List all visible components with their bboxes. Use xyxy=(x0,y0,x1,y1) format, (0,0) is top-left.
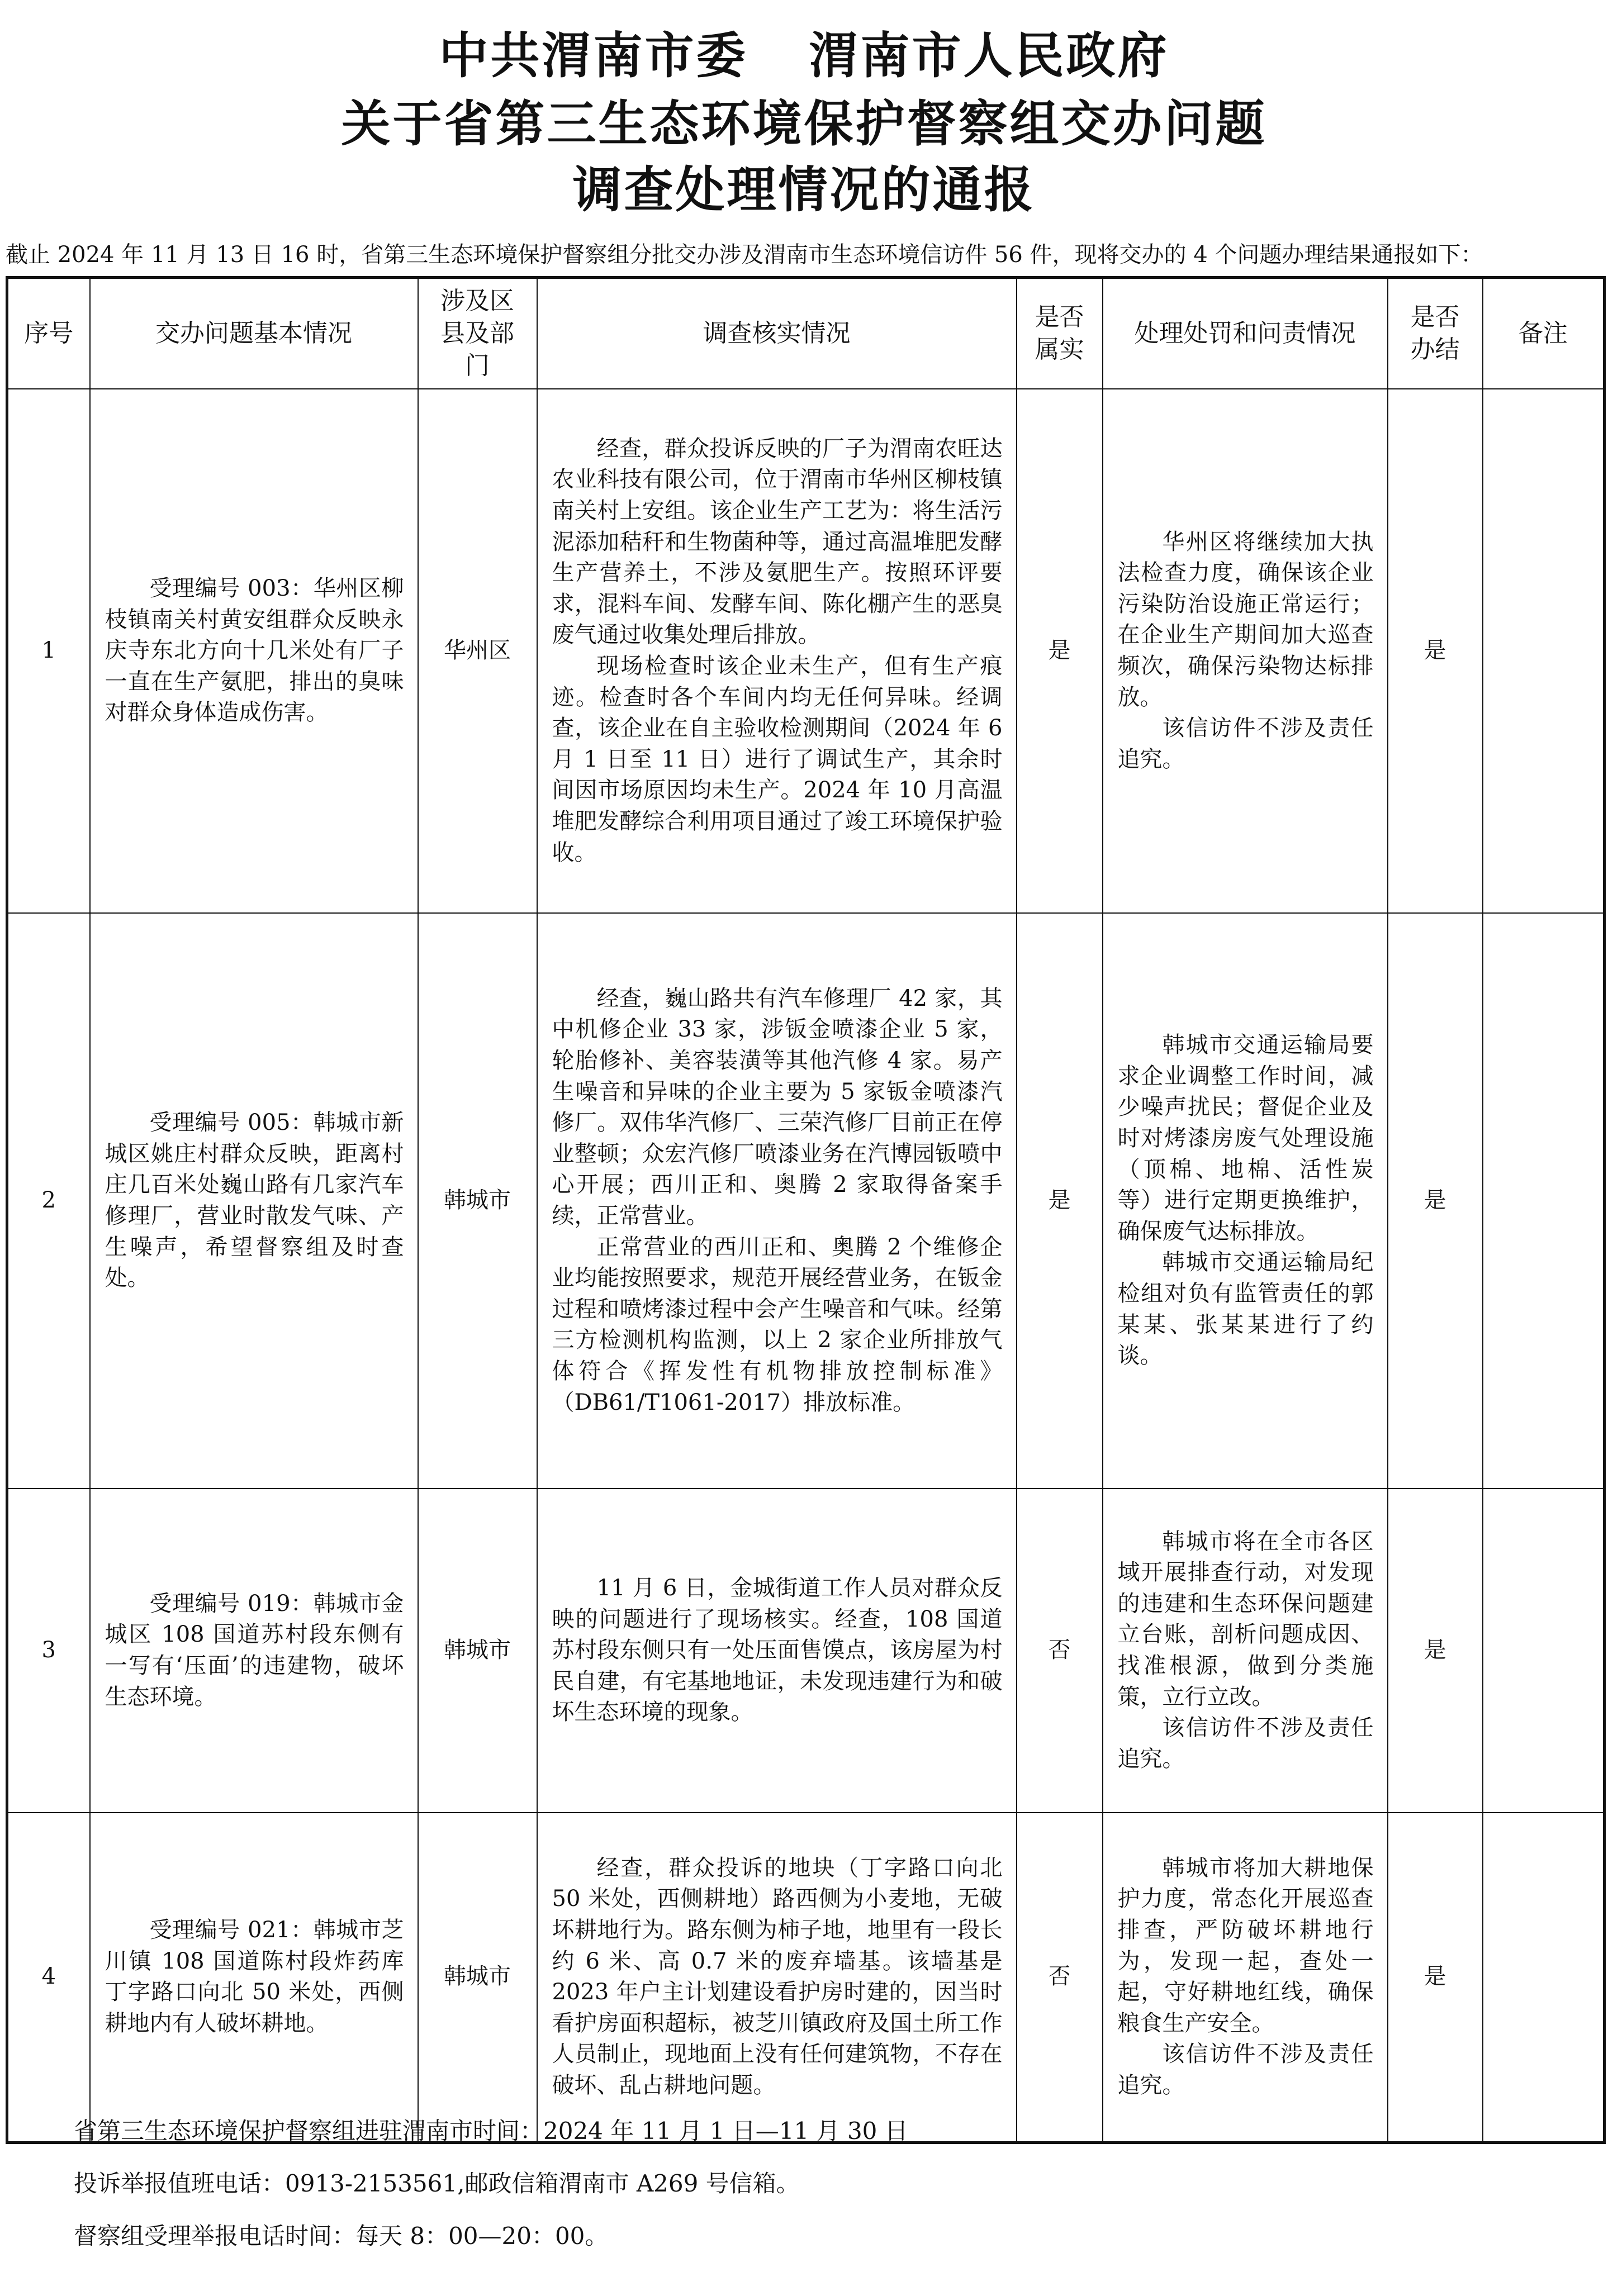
row-basic: 受理编号 021：韩城市芝川镇 108 国道陈村段炸药库丁字路口向北 50 米处，西侧耕地内有人破坏耕地。 xyxy=(90,1813,418,2142)
row-true: 是 xyxy=(1017,389,1103,913)
row-handle: 韩城市将在全市各区域开展排查行动，对发现的违建和生态环保问题建立台账，剖析问题成因、找准根源，做到分类施策，立行立改。 该信访件不涉及责任追究。 xyxy=(1103,1489,1388,1813)
row-note xyxy=(1483,1813,1605,2142)
table-row xyxy=(7,913,1605,1489)
row-true: 否 xyxy=(1017,1813,1103,2142)
document-title-line-3: 调查处理情况的通报 xyxy=(572,161,1036,218)
row-done: 是 xyxy=(1388,389,1483,913)
header-county: 涉及区县及部门 xyxy=(418,278,537,389)
header-done: 是否办结 xyxy=(1388,278,1483,389)
row-verify: 11 月 6 日，金城街道工作人员对群众反映的问题进行了现场核实。经查，108 国道苏村段东侧只有一处压面售馍点，该房屋为村民自建，有宅基地地证，未发现违建行为和破坏生态环境的现象。 xyxy=(537,1489,1017,1813)
case-table xyxy=(6,276,1606,2144)
table-row xyxy=(7,1489,1605,1813)
header-handle: 处理处罚和问责情况 xyxy=(1103,278,1388,389)
row-done: 是 xyxy=(1388,1489,1483,1813)
row-basic: 受理编号 005：韩城市新城区姚庄村群众反映，距离村庄几百米处巍山路有几家汽车修理厂，营业时散发气味、产生噪声，希望督察组及时查处。 xyxy=(90,913,418,1489)
document-title-line-2: 关于省第三生态环境保护督察组交办问题 xyxy=(341,95,1267,153)
row-no: 1 xyxy=(7,389,90,913)
row-verify: 经查，群众投诉反映的厂子为渭南农旺达农业科技有限公司，位于渭南市华州区柳枝镇南关村上安组。该企业生产工艺为：将生活污泥添加秸秆和生物菌种等，通过高温堆肥发酵生产营养土，不涉及氨肥生产。按照环评要求，混料车间、发酵车间、陈化棚产生的恶臭废气通过收集处理后排放。 现场检查时该企业未生产，但有生产痕迹。检查时各个车间内均无任何异味。经调查，该企业在自主验收检测期间（2024 年 6 月 1 日至 11 日）进行了调试生产，其余时间因市场原因均未生产。2024 年 10 月高温堆肥发酵综合利用项目通过了竣工环境保护验收。 xyxy=(537,389,1017,913)
title-issuer-government: 渭南市人民政府 xyxy=(809,27,1169,84)
table-header-row xyxy=(7,278,1605,389)
row-true: 是 xyxy=(1017,913,1103,1489)
footer-hotline: 投诉举报值班电话：0913-2153561,邮政信箱渭南市 A269 号信箱。 xyxy=(74,2170,800,2197)
row-handle: 韩城市交通运输局要求企业调整工作时间，减少噪声扰民；督促企业及时对烤漆房废气处理设施（顶棉、地棉、活性炭等）进行定期更换维护，确保废气达标排放。 韩城市交通运输局纪检组对负有监管责任的郭某某、张某某进行了约谈。 xyxy=(1103,913,1388,1489)
header-no: 序号 xyxy=(7,278,90,389)
row-handle: 华州区将继续加大执法检查力度，确保该企业污染防治设施正常运行；在企业生产期间加大巡查频次，确保污染物达标排放。 该信访件不涉及责任追究。 xyxy=(1103,389,1388,913)
table-row xyxy=(7,1813,1605,2142)
title-issuer-party: 中共渭南市委 xyxy=(439,27,748,84)
row-basic: 受理编号 019：韩城市金城区 108 国道苏村段东侧有一写有‘压面’的违建物，破坏生态环境。 xyxy=(90,1489,418,1813)
row-county: 韩城市 xyxy=(418,1489,537,1813)
header-basic: 交办问题基本情况 xyxy=(90,278,418,389)
row-note xyxy=(1483,913,1605,1489)
footer-stationing-period: 省第三生态环境保护督察组进驻渭南市时间：2024 年 11 月 1 日—11 月 30 日 xyxy=(74,2117,908,2145)
intro-paragraph: 截止 2024 年 11 月 13 日 16 时，省第三生态环境保护督察组分批交办涉及渭南市生态环境信访件 56 件，现将交办的 4 个问题办理结果通报如下： xyxy=(6,242,1483,268)
row-county: 韩城市 xyxy=(418,1813,537,2142)
row-true: 否 xyxy=(1017,1489,1103,1813)
row-no: 4 xyxy=(7,1813,90,2142)
header-verify: 调查核实情况 xyxy=(537,278,1017,389)
row-basic: 受理编号 003：华州区柳枝镇南关村黄安组群众反映永庆寺东北方向十几米处有厂子一直在生产氨肥，排出的臭味对群众身体造成伤害。 xyxy=(90,389,418,913)
row-done: 是 xyxy=(1388,1813,1483,2142)
table-row xyxy=(7,389,1605,913)
row-done: 是 xyxy=(1388,913,1483,1489)
row-no: 2 xyxy=(7,913,90,1489)
header-true: 是否属实 xyxy=(1017,278,1103,389)
header-note: 备注 xyxy=(1483,278,1605,389)
document-title-line-1 xyxy=(0,28,1608,84)
row-no: 3 xyxy=(7,1489,90,1813)
row-handle: 韩城市将加大耕地保护力度，常态化开展巡查排查，严防破坏耕地行为，发现一起，查处一起，守好耕地红线，确保粮食生产安全。 该信访件不涉及责任追究。 xyxy=(1103,1813,1388,2142)
row-note xyxy=(1483,389,1605,913)
row-verify: 经查，群众投诉的地块（丁字路口向北 50 米处，西侧耕地）路西侧为小麦地，无破坏耕地行为。路东侧为柿子地，地里有一段长约 6 米、高 0.7 米的废弃墙基。该墙基是 2023 年户主计划建设看护房时建的，因当时看护房面积超标，被芝川镇政府及国土所工作人员制止，现地面上没有任何建筑物，不存在破坏、乱占耕地问题。 xyxy=(537,1813,1017,2142)
row-county: 华州区 xyxy=(418,389,537,913)
row-note xyxy=(1483,1489,1605,1813)
row-verify: 经查，巍山路共有汽车修理厂 42 家，其中机修企业 33 家，涉钣金喷漆企业 5 家，轮胎修补、美容装潢等其他汽修 4 家。易产生噪音和异味的企业主要为 5 家钣金喷漆汽修厂。双伟华汽修厂、三荣汽修厂目前正在停业整顿；众宏汽修厂喷漆业务在汽博园钣喷中心开展；西川正和、奥腾 2 家取得备案手续，正常营业。 正常营业的西川正和、奥腾 2 个维修企业均能按照要求，规范开展经营业务，在钣金过程和喷烤漆过程中会产生噪音和气味。经第三方检测机构监测，以上 2 家企业所排放气体符合《挥发性有机物排放控制标准》（DB61/T1061-2017）排放标准。 xyxy=(537,913,1017,1489)
footer-hotline-hours: 督察组受理举报电话时间：每天 8：00—20：00。 xyxy=(74,2222,609,2250)
row-county: 韩城市 xyxy=(418,913,537,1489)
